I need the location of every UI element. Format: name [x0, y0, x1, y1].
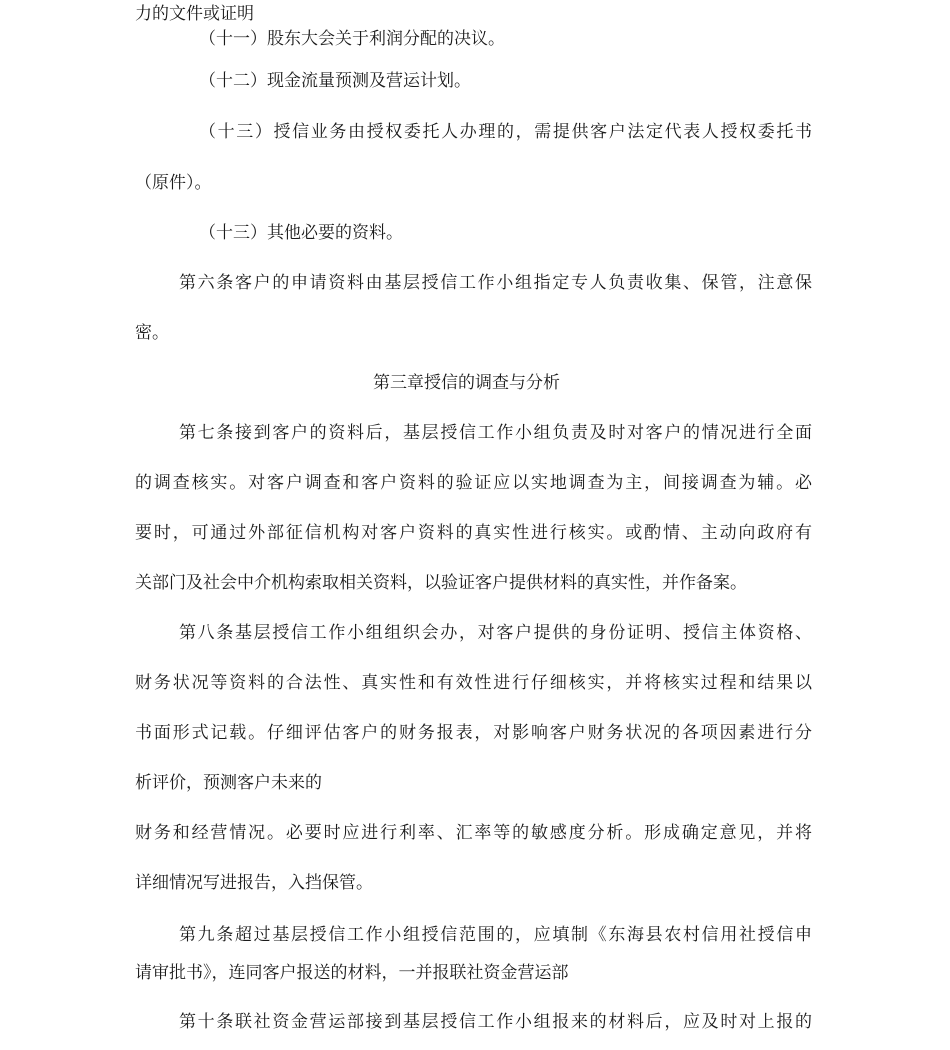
list-item-13-continuation: （原件）。: [135, 173, 212, 193]
article-7-line-2: 的调查核实。对客户调查和客户资料的验证应以实地调查为主，间接调查为辅。必: [135, 473, 812, 493]
article-8-line-1: 第八条基层授信工作小组组织会办，对客户提供的身份证明、授信主体资格、: [179, 623, 812, 643]
article-6-line-2: 密。: [135, 323, 169, 343]
list-item-13b: （十三）其他必要的资料。: [199, 223, 403, 243]
article-8-line-4: 析评价，预测客户未来的: [135, 773, 322, 793]
article-10-line-1: 第十条联社资金营运部接到基层授信工作小组报来的材料后，应及时对上报的: [179, 1012, 812, 1032]
article-7-line-4: 关部门及社会中介机构索取相关资料，以验证客户提供材料的真实性，并作备案。: [135, 573, 747, 593]
line-continuation: 力的文件或证明: [135, 4, 254, 24]
chapter-heading: 第三章授信的调查与分析: [373, 373, 560, 393]
article-7-line-3: 要时，可通过外部征信机构对客户资料的真实性进行核实。或酌情、主动向政府有: [135, 523, 812, 543]
article-8-line-5: 财务和经营情况。必要时应进行利率、汇率等的敏感度分析。形成确定意见，并将: [135, 823, 812, 843]
article-6-line-1: 第六条客户的申请资料由基层授信工作小组指定专人负责收集、保管，注意保: [179, 273, 812, 293]
list-item-11: （十一）股东大会关于利润分配的决议。: [199, 29, 505, 49]
article-9-line-2: 请审批书》，连同客户报送的材料，一并报联社资金营运部: [135, 963, 569, 983]
list-item-13: （十三）授信业务由授权委托人办理的，需提供客户法定代表人授权委托书: [199, 122, 812, 142]
article-7-line-1: 第七条接到客户的资料后，基层授信工作小组负责及时对客户的情况进行全面: [179, 423, 812, 443]
article-8-line-2: 财务状况等资料的合法性、真实性和有效性进行仔细核实，并将核实过程和结果以: [135, 673, 812, 693]
article-8-line-6: 详细情况写进报告，入挡保管。: [135, 873, 373, 893]
list-item-12: （十二）现金流量预测及营运计划。: [199, 71, 471, 91]
article-9-line-1: 第九条超过基层授信工作小组授信范围的，应填制《东海县农村信用社授信申: [179, 925, 812, 945]
article-8-line-3: 书面形式记载。仔细评估客户的财务报表，对影响客户财务状况的各项因素进行分: [135, 723, 812, 743]
